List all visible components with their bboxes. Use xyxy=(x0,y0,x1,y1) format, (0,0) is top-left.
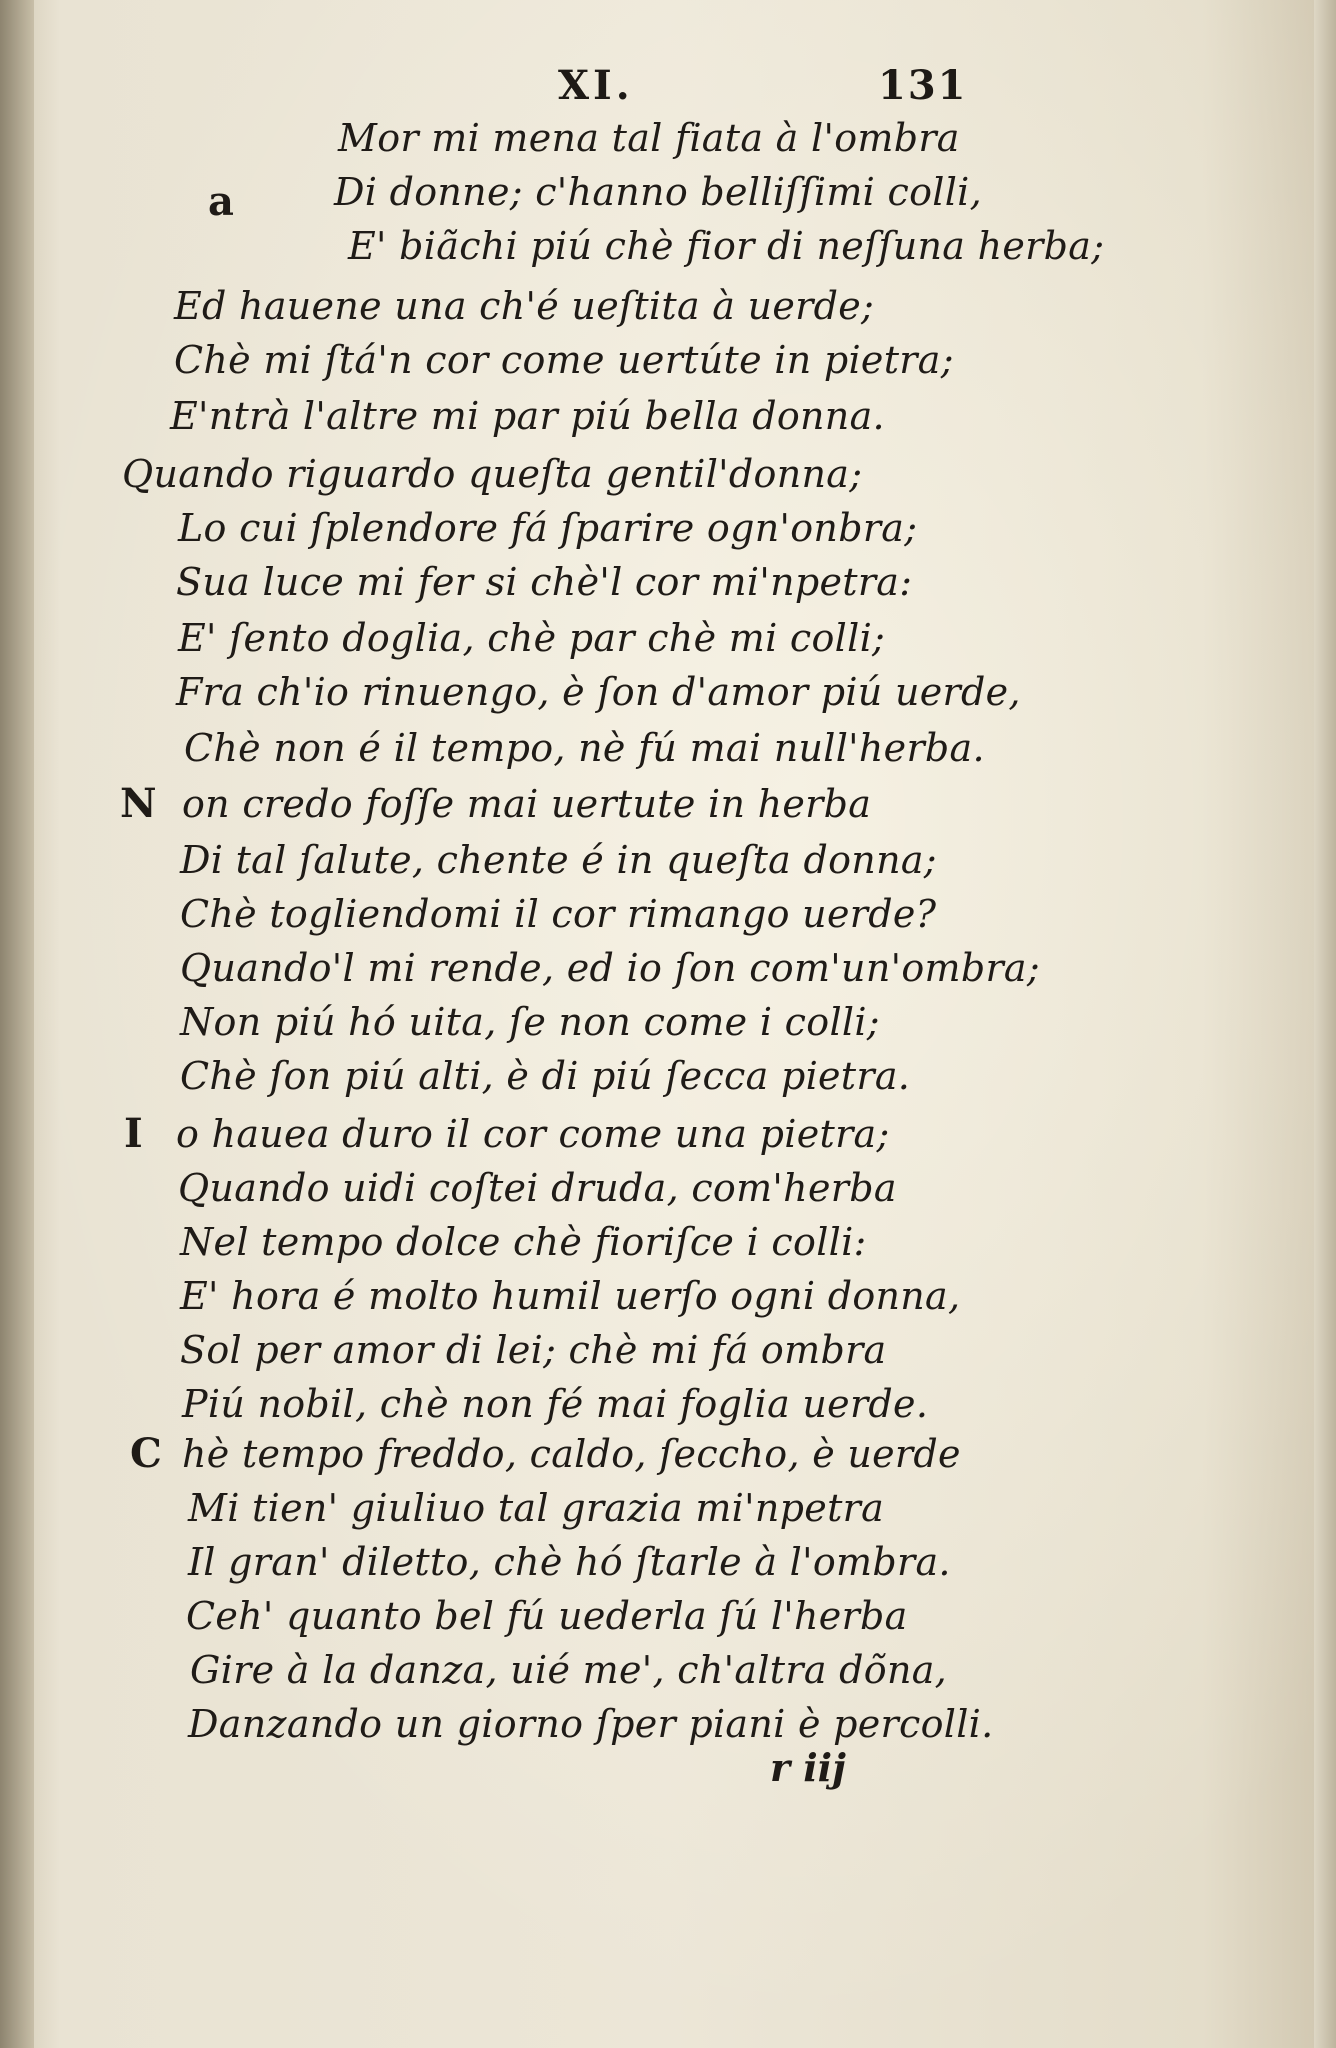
stanza-initial-n: N xyxy=(120,780,157,827)
poem-line: Nel tempo dolce chè fioriſce i colli: xyxy=(180,1220,867,1264)
poem-line: Sol per amor di lei; chè mi fá ombra xyxy=(180,1328,887,1372)
poem-line: E' biãchi piú chè fior di neſſuna herba; xyxy=(348,224,1105,268)
signature-mark: r iij xyxy=(770,1745,846,1790)
poem-line: Piú nobil, chè non fé mai foglia uerde. xyxy=(182,1382,929,1426)
poem-line: o hauea duro il cor come una pietra; xyxy=(176,1112,890,1156)
poem-line: Mor mi mena tal fiata à l'ombra xyxy=(338,116,960,160)
poem-line: Ceh' quanto bel fú uederla ſú l'herba xyxy=(186,1594,908,1638)
stanza-initial-i: I xyxy=(124,1110,143,1157)
chapter-number: XI. xyxy=(558,62,634,109)
poem-line: E' hora é molto humil uerſo ogni donna, xyxy=(180,1274,961,1318)
poem-line: Chè togliendomi il cor rimango uerde? xyxy=(180,892,937,936)
poem-line: Ed hauene una ch'é ueſtita à uerde; xyxy=(174,284,875,328)
poem-line: E' ſento doglia, chè par chè mi colli; xyxy=(178,616,886,660)
margin-mark-a: a xyxy=(208,178,234,225)
poem-line: Sua luce mi fer si chè'l cor mi'npetra: xyxy=(176,560,913,604)
poem-line: hè tempo freddo, caldo, ſeccho, è uerde xyxy=(182,1432,961,1476)
poem-line: Di donne; c'hanno belliſſimi colli, xyxy=(334,170,983,214)
poem-line: Chè ſon piú alti, è di piú ſecca pietra. xyxy=(180,1054,911,1098)
poem-line: Mi tien' giuliuo tal grazia mi'npetra xyxy=(188,1486,885,1530)
poem-line: Lo cui ſplendore fá ſparire ogn'onbra; xyxy=(178,506,918,550)
poem-line: Quando'l mi rende, ed io ſon com'un'ombra; xyxy=(180,946,1040,990)
poem-line: Gire à la danza, uié me', ch'altra dõna, xyxy=(190,1648,948,1692)
poem-line: Danzando un giorno ſper piani è percolli. xyxy=(188,1702,994,1746)
page-number: 131 xyxy=(878,62,968,109)
poem-line: Non piú hó uita, ſe non come i colli; xyxy=(180,1000,880,1044)
poem-line: Chè mi ſtá'n cor come uertúte in pietra; xyxy=(174,338,954,382)
poem-line: E'ntrà l'altre mi par piú bella donna. xyxy=(170,394,885,438)
poem-line: Di tal ſalute, chente é in queſta donna; xyxy=(180,838,937,882)
poem-line: Quando uidi coſtei druda, com'herba xyxy=(178,1166,897,1210)
poem-line: on credo foſſe mai uertute in herba xyxy=(182,782,872,826)
poem-line: Il gran' diletto, chè hó ſtarle à l'ombra. xyxy=(188,1540,951,1584)
poem-line: Fra ch'io rinuengo, è ſon d'amor piú uerde, xyxy=(176,670,1021,714)
poem-line: Quando riguardo queſta gentil'donna; xyxy=(122,452,863,496)
stanza-initial-c: C xyxy=(130,1430,162,1477)
poem-line: Chè non é il tempo, nè fú mai null'herba. xyxy=(184,726,985,770)
